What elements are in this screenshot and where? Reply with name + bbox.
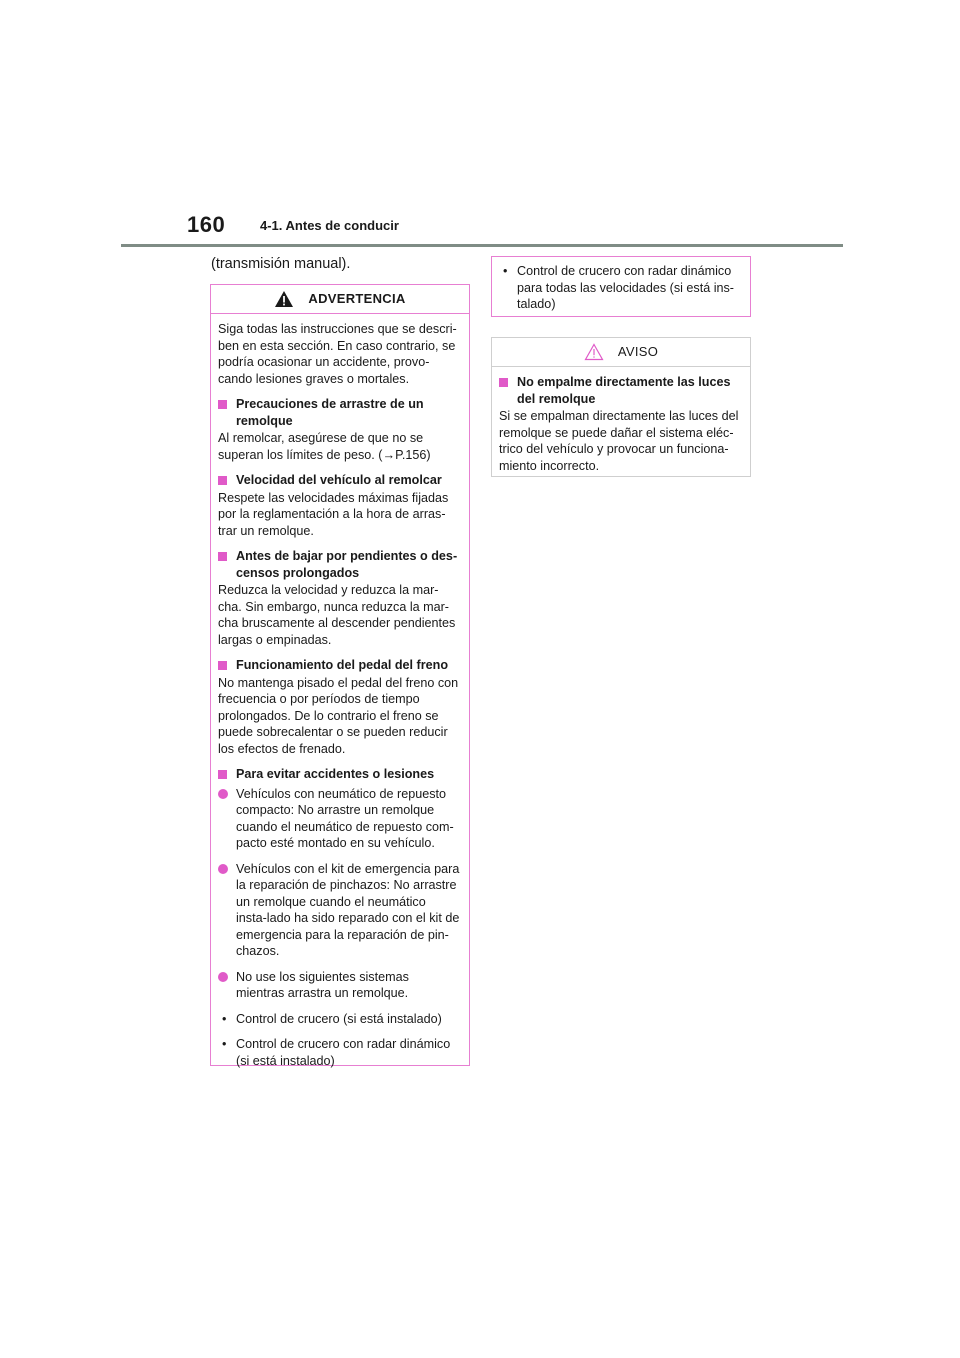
notice-box-header <box>492 338 750 367</box>
warning-triangle-icon <box>274 290 294 308</box>
dash-bullet-icon: • <box>503 264 508 278</box>
warning-section-title: Antes de bajar por pendientes o des-censos prolongados <box>218 548 460 581</box>
warning-box-header <box>211 285 469 314</box>
circle-bullet-icon <box>218 864 228 874</box>
dash-item: • Control de crucero (si está instalado) <box>222 1011 442 1026</box>
circle-bullet-icon <box>218 789 228 799</box>
intro-text: (transmisión manual). <box>211 256 351 272</box>
warning-section-body: No mantenga pisado el pedal del freno con frecuencia o por períodos de tiempo prolongados. De lo contrario el freno se puede sobrecalentar o se pueden reducir los efectos de frenado. <box>218 675 459 756</box>
warning-section-title: Funcionamiento del pedal del freno <box>218 657 460 674</box>
square-bullet-icon <box>218 552 227 561</box>
continuation-box-body <box>492 257 750 321</box>
notice-section-body: Si se empalman directamente las luces del remolque se puede dañar el sistema eléc-trico del vehículo y provocar un funciona-miento incorrecto. <box>499 409 739 473</box>
square-bullet-icon <box>218 476 227 485</box>
circle-bullet-icon <box>218 972 228 982</box>
caution-triangle-icon <box>584 343 604 361</box>
header-rule <box>121 244 843 247</box>
list-item: Vehículos con el kit de emergencia para la reparación de pinchazos: No arrastre un remolque cuando el neumático insta-lado ha sido reparado con el kit de emergencia para la reparación de pin-chazos. <box>218 861 460 960</box>
warning-section-body: Reduzca la velocidad y reduzca la mar-cha. Sin embargo, nunca reduzca la mar-cha bruscamente al descender pendientes largas o empinadas. <box>218 583 456 647</box>
warning-title: ADVERTENCIA <box>308 290 406 306</box>
page-number: 160 <box>187 212 226 237</box>
warning-section-title: Velocidad del vehículo al remolcar <box>218 472 460 489</box>
dash-item: • Control de crucero con radar dinámico (si está instalado) <box>222 1037 451 1068</box>
notice-title: AVISO <box>617 343 659 359</box>
continuation-box <box>491 256 751 317</box>
dash-bullet-icon: • <box>222 1037 227 1051</box>
notice-section-title: No empalme directamente las luces del remolque <box>499 374 741 407</box>
square-bullet-icon <box>218 400 227 409</box>
notice-box-body <box>492 367 750 482</box>
dash-item: • Control de crucero con radar dinámico para todas las velocidades (si está ins-talado) <box>503 264 735 311</box>
warning-section-title: Precauciones de arrastre de un remolque <box>218 396 460 429</box>
warning-section-body: Respete las velocidades máximas fijadas por la reglamentación a la hora de arras-trar un remolque. <box>218 490 449 538</box>
square-bullet-icon <box>218 770 227 779</box>
section-title: 4-1. Antes de conducir <box>260 218 399 233</box>
square-bullet-icon <box>218 661 227 670</box>
warning-section-title: Para evitar accidentes o lesiones <box>218 766 460 783</box>
dash-bullet-icon: • <box>222 1011 227 1026</box>
list-item: No use los siguientes sistemas mientras arrastra un remolque. <box>218 969 460 1002</box>
warning-box <box>210 284 470 1066</box>
notice-box <box>491 337 751 477</box>
list-item: Vehículos con neumático de repuesto compacto: No arrastre un remolque cuando el neumático de repuesto com-pacto esté montado en su vehículo. <box>218 786 460 852</box>
warning-box-body <box>211 314 469 1077</box>
warning-intro: Siga todas las instrucciones que se descri-ben en esta sección. En caso contrario, se podría ocasionar un accidente, provo-cando lesiones graves o mortales. <box>218 322 457 386</box>
square-bullet-icon <box>499 378 508 387</box>
warning-section-body: Al remolcar, asegúrese de que no se superan los límites de peso. (→P.156) <box>218 431 431 462</box>
